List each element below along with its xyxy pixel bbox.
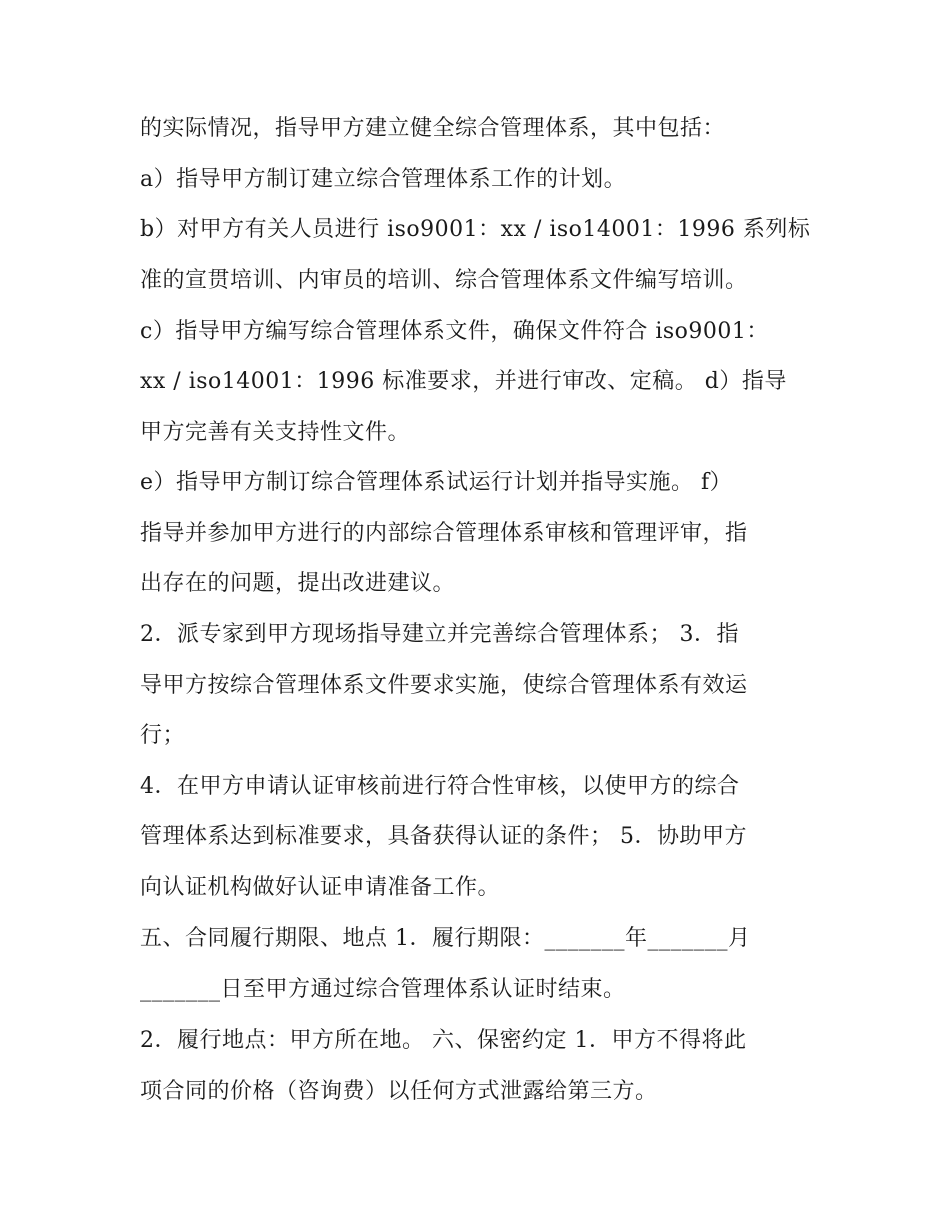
text-line: 的实际情况，指导甲方建立健全综合管理体系，其中包括： xyxy=(140,116,726,141)
text-line: xx / iso14001：1996 标准要求，并进行审改、定稿。 d）指导 xyxy=(140,369,787,394)
text-line: 甲方完善有关支持性文件。 xyxy=(140,420,411,445)
text-line: 行； xyxy=(140,723,186,748)
text-line: 2．履行地点：甲方所在地。 六、保密约定 1．甲方不得将此 xyxy=(140,1028,747,1053)
text-line: 导甲方按综合管理体系文件要求实施，使综合管理体系有效运 xyxy=(140,673,748,698)
text-line: 4．在甲方申请认证审核前进行符合性审核，以使甲方的综合 xyxy=(140,774,740,799)
text-line: _______日至甲方通过综合管理体系认证时结束。 xyxy=(140,977,626,1002)
text-line: 管理体系达到标准要求，具备获得认证的条件； 5．协助甲方 xyxy=(140,824,747,849)
text-line: 五、合同履行期限、地点 1．履行期限：_______年_______月 xyxy=(140,926,751,951)
text-line: c）指导甲方编写综合管理体系文件，确保文件符合 iso9001： xyxy=(140,319,769,344)
text-line: 指导并参加甲方进行的内部综合管理体系审核和管理评审，指 xyxy=(140,521,748,546)
text-line: 向认证机构做好认证申请准备工作。 xyxy=(140,875,501,900)
text-line: 准的宣贯培训、内审员的培训、综合管理体系文件编写培训。 xyxy=(140,268,748,293)
text-line: 出存在的问题，提出改进建议。 xyxy=(140,571,456,596)
text-line: 2．派专家到甲方现场指导建立并完善综合管理体系； 3．指 xyxy=(140,622,739,647)
text-line: a）指导甲方制订建立综合管理体系工作的计划。 xyxy=(140,167,627,192)
text-line: b）对甲方有关人员进行 iso9001：xx / iso14001：1996 系列标 xyxy=(140,217,811,242)
text-line: e）指导甲方制订综合管理体系试运行计划并指导实施。 f） xyxy=(140,470,733,495)
text-line: 项合同的价格（咨询费）以任何方式泄露给第三方。 xyxy=(140,1079,658,1104)
